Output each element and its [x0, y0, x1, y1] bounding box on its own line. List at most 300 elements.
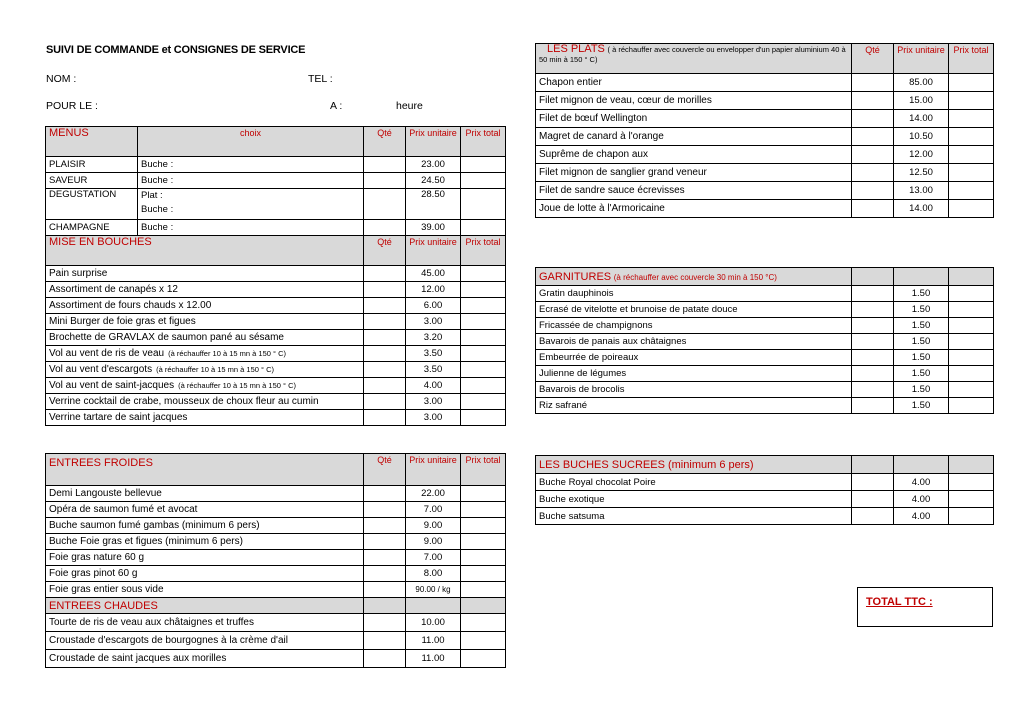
heure-label: heure	[396, 100, 423, 112]
prix-unitaire-header: Prix unitaire	[406, 127, 461, 157]
qte-cell[interactable]	[852, 398, 894, 414]
item-price: 85.00	[894, 74, 949, 92]
item-name: Vol au vent d'escargots	[49, 364, 153, 375]
item-name: Buche satsuma	[539, 510, 605, 522]
qte-cell[interactable]	[852, 110, 894, 128]
item-price: 22.00	[406, 486, 461, 502]
item-name-cell	[46, 362, 364, 378]
item-name: Pain surprise	[49, 268, 108, 279]
qte-cell[interactable]	[364, 614, 406, 632]
item-name: Foie gras entier sous vide	[49, 584, 164, 595]
total-cell[interactable]	[461, 502, 506, 518]
total-cell[interactable]	[461, 298, 506, 314]
item-name: Filet mignon de veau, cœur de morilles	[539, 95, 712, 106]
item-price: 6.00	[406, 298, 461, 314]
item-name-cell	[46, 614, 364, 632]
item-name-cell	[536, 366, 852, 382]
menu-price: 39.00	[406, 220, 461, 236]
item-name: Filet de sandre sauce écrevisses	[539, 185, 685, 196]
total-cell[interactable]	[949, 334, 994, 350]
qte-cell[interactable]	[364, 486, 406, 502]
menu-price: 24.50	[406, 173, 461, 189]
plats-note: ( à réchauffer avec couvercle ou envelopper d'un papier aluminium 40 à 50 min à 150 ° C)	[539, 45, 846, 64]
total-cell[interactable]	[949, 182, 994, 200]
qte-cell[interactable]	[364, 314, 406, 330]
item-name-cell	[536, 474, 852, 491]
item-name-cell	[46, 394, 364, 410]
table-row	[46, 220, 506, 236]
item-name: Buche Foie gras et figues (minimum 6 pers)	[49, 536, 243, 547]
item-name-cell	[536, 334, 852, 350]
table-row	[536, 334, 994, 350]
item-name-cell	[536, 200, 852, 218]
item-price: 1.50	[894, 350, 949, 366]
item-price: 13.00	[894, 182, 949, 200]
item-price: 1.50	[894, 286, 949, 302]
table-row	[46, 486, 506, 502]
tel-label: TEL :	[308, 73, 333, 85]
qte-cell[interactable]	[364, 157, 406, 173]
table-row	[46, 650, 506, 668]
table-row	[536, 366, 994, 382]
plats-header	[536, 44, 994, 74]
prix-total-header: Prix total	[949, 44, 994, 74]
chaudes-label: ENTREES CHAUDES	[46, 598, 364, 614]
qte-cell[interactable]	[364, 502, 406, 518]
qte-cell[interactable]	[364, 650, 406, 668]
qte-cell[interactable]	[852, 474, 894, 491]
qte-header: Qté	[364, 236, 406, 266]
item-name: Verrine tartare de saint jacques	[49, 412, 188, 423]
qte-cell[interactable]	[364, 632, 406, 650]
qte-cell[interactable]	[364, 282, 406, 298]
item-name: Suprême de chapon aux	[539, 149, 648, 160]
table-row	[536, 200, 994, 218]
item-name-cell	[536, 146, 852, 164]
item-price: 1.50	[894, 334, 949, 350]
item-name: Embeurrée de poireaux	[539, 352, 639, 363]
table-row	[46, 282, 506, 298]
garnitures-header	[536, 268, 994, 286]
item-price: 12.50	[894, 164, 949, 182]
total-cell[interactable]	[949, 491, 994, 508]
item-name: Magret de canard à l'orange	[539, 131, 664, 142]
total-cell[interactable]	[949, 92, 994, 110]
item-name: Demi Langouste bellevue	[49, 488, 162, 499]
qte-cell[interactable]	[364, 566, 406, 582]
total-cell[interactable]	[461, 346, 506, 362]
table-row	[536, 302, 994, 318]
total-cell[interactable]	[949, 474, 994, 491]
item-name: Joue de lotte à l'Armoricaine	[539, 203, 665, 214]
item-name: Mini Burger de foie gras et figues	[49, 316, 196, 327]
item-price: 8.00	[406, 566, 461, 582]
total-cell[interactable]	[461, 362, 506, 378]
item-name-cell	[536, 164, 852, 182]
item-name-cell	[536, 382, 852, 398]
item-name-cell	[46, 298, 364, 314]
table-row	[46, 614, 506, 632]
table-row	[536, 110, 994, 128]
item-name-cell	[46, 314, 364, 330]
menu-name: PLAISIR	[46, 157, 138, 173]
qte-cell[interactable]	[364, 189, 406, 220]
qte-cell[interactable]	[364, 582, 406, 598]
qte-cell[interactable]	[852, 200, 894, 218]
table-row	[46, 534, 506, 550]
plats-table	[535, 43, 994, 218]
item-name-cell	[46, 650, 364, 668]
table-row	[536, 491, 994, 508]
item-name-cell	[46, 582, 364, 598]
item-price: 3.50	[406, 362, 461, 378]
qte-cell[interactable]	[852, 74, 894, 92]
item-price: 11.00	[406, 650, 461, 668]
table-row	[536, 92, 994, 110]
item-price: 1.50	[894, 318, 949, 334]
total-cell[interactable]	[949, 382, 994, 398]
item-name: Croustade de saint jacques aux morilles	[49, 653, 227, 664]
qte-cell[interactable]	[852, 491, 894, 508]
total-cell[interactable]	[461, 486, 506, 502]
item-name-cell	[46, 502, 364, 518]
table-row	[46, 566, 506, 582]
prix-unitaire-header: Prix unitaire	[406, 454, 461, 486]
menu-choix: Buche :	[138, 220, 364, 236]
menu-price: 28.50	[406, 189, 461, 220]
total-cell[interactable]	[461, 378, 506, 394]
prix-total-header: Prix total	[461, 454, 506, 486]
table-row	[536, 508, 994, 525]
buches-table	[535, 455, 994, 525]
item-name: Foie gras pinot 60 g	[49, 568, 138, 579]
qte-cell[interactable]	[364, 266, 406, 282]
item-price: 12.00	[406, 282, 461, 298]
bouches-label: MISE EN BOUCHES	[46, 236, 364, 266]
total-cell[interactable]	[461, 220, 506, 236]
table-row	[46, 266, 506, 282]
buches-label: LES BUCHES SUCREES (minimum 6 pers)	[536, 456, 852, 474]
item-note: (à réchauffer 10 à 15 mn à 150 ° C)	[168, 349, 287, 358]
prix-unitaire-header: Prix unitaire	[406, 236, 461, 266]
menus-label: MENUS	[46, 127, 138, 157]
qte-cell[interactable]	[852, 302, 894, 318]
table-row	[536, 182, 994, 200]
total-cell[interactable]	[461, 632, 506, 650]
item-price: 90.00 / kg	[406, 582, 461, 598]
froides-header	[46, 454, 506, 486]
item-price: 14.00	[894, 200, 949, 218]
total-cell[interactable]	[461, 266, 506, 282]
item-price: 9.00	[406, 518, 461, 534]
item-name-cell	[46, 486, 364, 502]
menu-price: 23.00	[406, 157, 461, 173]
table-row	[46, 410, 506, 426]
item-name-cell	[536, 128, 852, 146]
table-row	[46, 346, 506, 362]
garnitures-label-cell	[536, 268, 852, 286]
table-row	[536, 350, 994, 366]
total-cell[interactable]	[949, 146, 994, 164]
garnitures-label: GARNITURES	[539, 270, 612, 283]
item-price: 45.00	[406, 266, 461, 282]
qte-cell[interactable]	[364, 378, 406, 394]
qte-header: Qté	[364, 454, 406, 486]
item-name: Buche exotique	[539, 493, 605, 505]
choix-header: choix	[138, 127, 364, 157]
total-cell[interactable]	[461, 282, 506, 298]
total-box[interactable]	[857, 587, 993, 627]
table-row	[46, 632, 506, 650]
item-name: Chapon entier	[539, 77, 602, 88]
table-row	[46, 314, 506, 330]
table-row	[536, 74, 994, 92]
item-price: 14.00	[894, 110, 949, 128]
total-cell[interactable]	[949, 366, 994, 382]
menu-choix: Buche :	[138, 173, 364, 189]
total-cell[interactable]	[949, 128, 994, 146]
qte-cell[interactable]	[852, 182, 894, 200]
item-name-cell	[536, 350, 852, 366]
item-price: 4.00	[894, 491, 949, 508]
menu-name: CHAMPAGNE	[46, 220, 138, 236]
table-row	[46, 362, 506, 378]
qte-cell[interactable]	[852, 366, 894, 382]
total-cell[interactable]	[949, 200, 994, 218]
total-cell[interactable]	[949, 350, 994, 366]
item-name: Tourte de ris de veau aux châtaignes et truffes	[49, 617, 254, 628]
table-row	[536, 146, 994, 164]
qte-header: Qté	[364, 127, 406, 157]
total-cell[interactable]	[461, 157, 506, 173]
item-name-cell	[46, 378, 364, 394]
qte-cell[interactable]	[852, 350, 894, 366]
entrees-table	[45, 453, 506, 668]
item-name-cell	[46, 518, 364, 534]
item-price: 10.00	[406, 614, 461, 632]
item-name-cell	[536, 318, 852, 334]
total-cell[interactable]	[461, 614, 506, 632]
prix-unitaire-header: Prix unitaire	[894, 44, 949, 74]
item-price: 4.00	[406, 378, 461, 394]
table-row	[536, 286, 994, 302]
item-name: Bavarois de panais aux châtaignes	[539, 336, 687, 347]
total-cell[interactable]	[461, 518, 506, 534]
item-name-cell	[536, 182, 852, 200]
total-cell[interactable]	[949, 74, 994, 92]
table-row	[46, 157, 506, 173]
total-cell[interactable]	[461, 314, 506, 330]
qte-cell[interactable]	[364, 346, 406, 362]
item-price: 11.00	[406, 632, 461, 650]
item-name: Filet mignon de sanglier grand veneur	[539, 167, 707, 178]
total-cell[interactable]	[949, 164, 994, 182]
table-row	[46, 189, 506, 220]
item-name: Brochette de GRAVLAX de saumon pané au sésame	[49, 332, 284, 343]
total-cell[interactable]	[461, 650, 506, 668]
table-row	[46, 330, 506, 346]
qte-cell[interactable]	[852, 318, 894, 334]
table-row	[536, 474, 994, 491]
qte-cell[interactable]	[364, 362, 406, 378]
item-name-cell	[46, 632, 364, 650]
qte-cell[interactable]	[852, 92, 894, 110]
item-name-cell	[46, 346, 364, 362]
item-name: Assortiment de fours chauds x 12.00	[49, 300, 212, 311]
item-name: Assortiment de canapés x 12	[49, 284, 178, 295]
buches-header	[536, 456, 994, 474]
item-name-cell	[536, 398, 852, 414]
total-cell[interactable]	[461, 189, 506, 220]
qte-cell[interactable]	[852, 164, 894, 182]
total-cell[interactable]	[461, 394, 506, 410]
bouches-header	[46, 236, 506, 266]
qte-cell[interactable]	[852, 508, 894, 525]
item-name: Opéra de saumon fumé et avocat	[49, 504, 198, 515]
qte-cell[interactable]	[364, 173, 406, 189]
item-name: Ecrasé de vitelotte et brunoise de patate douce	[539, 304, 738, 315]
total-cell[interactable]	[949, 318, 994, 334]
item-price: 3.00	[406, 314, 461, 330]
item-price: 1.50	[894, 382, 949, 398]
item-price: 3.50	[406, 346, 461, 362]
total-cell[interactable]	[949, 302, 994, 318]
item-name: Fricassée de champignons	[539, 320, 653, 331]
froides-label: ENTREES FROIDES	[46, 454, 364, 486]
qte-cell[interactable]	[364, 410, 406, 426]
item-name-cell	[46, 550, 364, 566]
item-name: Gratin dauphinois	[539, 288, 614, 299]
table-row	[536, 318, 994, 334]
qte-cell[interactable]	[364, 550, 406, 566]
total-cell[interactable]	[461, 582, 506, 598]
item-name-cell	[46, 566, 364, 582]
qte-cell[interactable]	[852, 128, 894, 146]
item-name-cell	[536, 491, 852, 508]
table-row	[536, 164, 994, 182]
item-name-cell	[536, 508, 852, 525]
qte-cell[interactable]	[364, 394, 406, 410]
item-name: Verrine cocktail de crabe, mousseux de choux fleur au cumin	[49, 396, 319, 407]
table-row	[46, 518, 506, 534]
chaudes-header	[46, 598, 506, 614]
item-price: 4.00	[894, 474, 949, 491]
qte-cell[interactable]	[852, 334, 894, 350]
total-cell[interactable]	[461, 566, 506, 582]
pour-le-label: POUR LE :	[46, 100, 98, 112]
item-price: 1.50	[894, 302, 949, 318]
item-name: Vol au vent de ris de veau	[49, 348, 165, 359]
item-name-cell	[46, 330, 364, 346]
qte-cell[interactable]	[364, 298, 406, 314]
qte-cell[interactable]	[852, 286, 894, 302]
item-name-cell	[46, 282, 364, 298]
item-name-cell	[536, 92, 852, 110]
table-row	[46, 394, 506, 410]
plats-label-cell	[536, 44, 852, 74]
qte-cell[interactable]	[364, 330, 406, 346]
a-label: A :	[330, 100, 343, 112]
total-cell[interactable]	[949, 286, 994, 302]
qte-header: Qté	[852, 44, 894, 74]
table-row	[46, 502, 506, 518]
total-cell[interactable]	[461, 550, 506, 566]
item-price: 3.00	[406, 410, 461, 426]
table-row	[536, 398, 994, 414]
item-name: Bavarois de brocolis	[539, 384, 625, 395]
item-name-cell	[536, 110, 852, 128]
menu-choix-plat: Plat :	[141, 190, 163, 201]
item-name-cell	[46, 266, 364, 282]
item-price: 1.50	[894, 398, 949, 414]
total-cell[interactable]	[461, 534, 506, 550]
item-price: 1.50	[894, 366, 949, 382]
prix-total-header: Prix total	[461, 236, 506, 266]
item-name: Croustade d'escargots de bourgognes à la crème d'ail	[49, 635, 288, 646]
item-price: 12.00	[894, 146, 949, 164]
total-cell[interactable]	[949, 508, 994, 525]
item-name: Foie gras nature 60 g	[49, 552, 145, 563]
item-price: 10.50	[894, 128, 949, 146]
qte-cell[interactable]	[364, 220, 406, 236]
table-row	[46, 582, 506, 598]
total-cell[interactable]	[461, 410, 506, 426]
garnitures-table	[535, 267, 994, 414]
item-price: 4.00	[894, 508, 949, 525]
total-cell[interactable]	[949, 398, 994, 414]
table-row	[46, 378, 506, 394]
item-name: Buche Royal chocolat Poire	[539, 476, 656, 488]
item-price: 3.00	[406, 394, 461, 410]
total-cell[interactable]	[461, 330, 506, 346]
menus-table	[45, 126, 506, 426]
item-price: 15.00	[894, 92, 949, 110]
item-name-cell	[46, 410, 364, 426]
menu-choix	[138, 189, 364, 220]
item-price: 3.20	[406, 330, 461, 346]
qte-cell[interactable]	[852, 146, 894, 164]
qte-cell[interactable]	[364, 518, 406, 534]
total-cell[interactable]	[949, 110, 994, 128]
page-title: SUIVI DE COMMANDE et CONSIGNES DE SERVICE	[46, 44, 306, 56]
item-name-cell	[536, 302, 852, 318]
menus-header	[46, 127, 506, 157]
item-name-cell	[536, 286, 852, 302]
qte-cell[interactable]	[852, 382, 894, 398]
item-name-cell	[536, 74, 852, 92]
total-label: TOTAL TTC :	[866, 596, 933, 608]
item-name: Riz safrané	[539, 400, 588, 411]
nom-label: NOM :	[46, 73, 77, 85]
item-price: 7.00	[406, 502, 461, 518]
table-row	[46, 173, 506, 189]
item-name: Buche saumon fumé gambas (minimum 6 pers)	[49, 520, 260, 531]
item-price: 7.00	[406, 550, 461, 566]
prix-total-header: Prix total	[461, 127, 506, 157]
table-row	[536, 382, 994, 398]
garnitures-note: (à réchauffer avec couvercle 30 min à 150 °C)	[613, 272, 777, 282]
total-cell[interactable]	[461, 173, 506, 189]
item-note: (à réchauffer 10 à 15 mn à 150 ° C)	[156, 365, 275, 374]
table-row	[46, 298, 506, 314]
table-row	[46, 550, 506, 566]
plats-label: LES PLATS	[547, 43, 605, 55]
menu-choix: Buche :	[138, 157, 364, 173]
item-price: 9.00	[406, 534, 461, 550]
menu-name: SAVEUR	[46, 173, 138, 189]
qte-cell[interactable]	[364, 534, 406, 550]
item-name: Filet de bœuf Wellington	[539, 113, 648, 124]
